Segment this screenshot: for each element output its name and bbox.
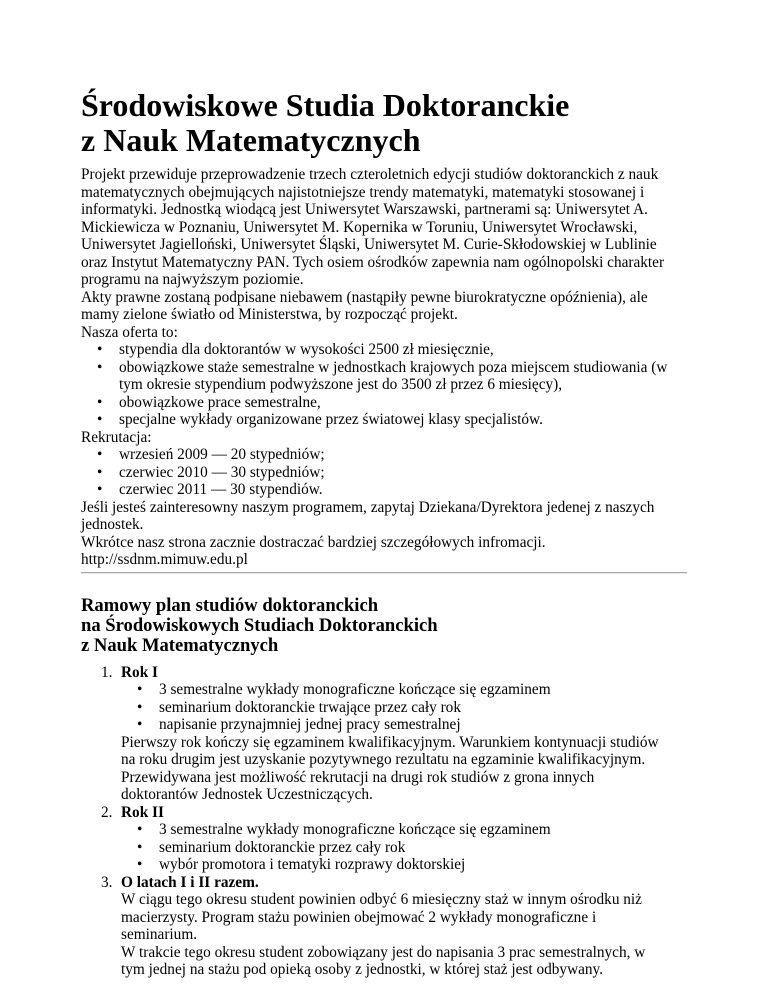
plan-heading [81,596,681,656]
recruitment-list [81,446,681,499]
text-line: tym okresie stypendium podwyższone jest do 3500 zł przez 6 miesięcy), [119,376,563,393]
recruitment-item: • czerwiec 2010 — 30 stypedniów; [81,464,681,482]
plan-bullet: • 3 semestralne wykłady monograficzne kończące się egzaminem [121,821,681,839]
plan-item-years-combined [81,874,681,979]
text-line: informatyki. Jednostką wiodącą jest Uniwersytet Warszawski, partnerami są: Uniwersytet A. [81,201,648,218]
item-number: 3. [101,873,113,891]
text-line: tym jednej na stażu pod opieką osoby z jednostki, w której staż jest odbywany. [121,961,604,978]
item-number: 1. [101,663,113,681]
offer-list [81,341,681,429]
closing-paragraph [81,499,681,569]
offer-label: Nasza oferta to: [81,323,178,341]
horizontal-divider [81,572,687,574]
item-title: Rok I [121,663,158,681]
text-line: programu na najwyższym poziomie. [81,271,304,288]
year-1-text [121,734,681,804]
plan-bullet: • seminarium doktoranckie przez cały rok [121,839,681,857]
page-title [81,88,681,158]
heading-line: z Nauk Matematycznych [81,634,279,656]
text-line: Jeśli jesteś zainteresowny naszym programem, zapytaj Dziekana/Dyrektora jedenej z naszych [81,498,655,516]
text-line: W trakcie tego okresu student zobowiązany jest do napisania 3 prac semestralnych, w [121,943,646,961]
text-line: obowiązkowe prace semestralne, [119,393,321,411]
intro-paragraph [81,166,681,341]
website-url: http://ssdnm.mimuw.edu.pl [81,551,248,568]
plan-bullet: • napisanie przynajmniej jednej pracy semestralnej [121,716,681,734]
text-line: macierzysty. Program stażu powinien obejmować 2 wykłady monograficzne i [121,908,597,926]
item-title: O latach I i II razem. [121,873,259,891]
plan-item-year-2 [81,804,681,874]
plan-list [81,664,681,979]
text-line: Przewidywana jest możliwość rekrutacji na drugi rok studiów z grona innych [121,768,595,786]
text-line: mamy zielone światło od Ministerstwa, by rozpocząć projekt. [81,306,458,323]
item-title: Rok II [121,803,164,821]
title-line: z Nauk Matematycznych [81,122,421,158]
offer-item [81,359,681,394]
offer-item [81,341,681,359]
text-line: Wkrótce nasz strona zacznie dostraczać bardziej szczegółowych infromacji. [81,533,546,551]
text-line: Pierwszy rok kończy się egzaminem kwalifikacyjnym. Warunkiem kontynuacji studiów [121,733,659,751]
text-line: matematycznych obejmujących najistotniejsze trendy matematyki, matematyki stosowanej i [81,183,645,201]
text-line: oraz Instytut Matematyczny PAN. Tych osiem ośrodków zapewnia nam ogólnopolski charakter [81,253,665,271]
text-line: W ciągu tego okresu student powinien odbyć 6 miesięczny staż w innym ośrodku niż [121,891,642,908]
heading-line: na Środowiskowych Studiach Doktoranckich [81,614,438,636]
plan-bullet: • wybór promotora i tematyki rozprawy doktorskiej [121,856,681,874]
text-line: specjalne wykłady organizowane przez światowej klasy specjalistów. [119,411,543,428]
text-line: Akty prawne zostaną podpisane niebawem (nastąpiły pewne biurokratyczne opóźnienia), ale [81,288,648,306]
text-line: seminarium. [121,926,198,943]
heading-line: Ramowy plan studiów doktoranckich [81,594,379,616]
plan-bullet: • seminarium doktoranckie trwające przez cały rok [121,699,681,717]
item-number: 2. [101,803,113,821]
text-line: obowiązkowe staże semestralne w jednostkach krajowych poza miejscem studiowania (w [119,358,668,376]
text-line: stypendia dla doktorantów w wysokości 2500 zł miesięcznie, [119,341,494,358]
combined-years-text [121,891,681,979]
text-line: Uniwersytet Jagielloński, Uniwersytet Śląski, Uniwersytet M. Curie-Skłodowskiej w Lublinie [81,236,657,253]
recruitment-label: Rekrutacja: [81,428,152,446]
year-1-bullets [121,681,681,734]
recruitment-item: • czerwiec 2011 — 30 stypendiów. [81,481,681,499]
plan-bullet: • 3 semestralne wykłady monograficzne kończące się egzaminem [121,681,681,699]
plan-section [81,596,681,979]
recruitment-item: • wrzesień 2009 — 20 stypedniów; [81,446,681,464]
title-line: Środowiskowe Studia Doktoranckie [81,87,570,123]
text-line: jednostek. [81,516,144,533]
text-line: na roku drugim jest uzyskanie pozytywnego rezultatu na egzaminie kwalifikacyjnym. [121,751,646,768]
offer-item [81,394,681,412]
offer-item [81,411,681,429]
year-2-bullets [121,821,681,874]
text-line: Mickiewicza w Poznaniu, Uniwersytet M. Kopernika w Toruniu, Uniwersytet Wrocławski, [81,218,638,236]
text-line: Projekt przewiduje przeprowadzenie trzech czteroletnich edycji studiów doktoranckich z nauk [81,166,659,183]
text-line: doktorantów Jednostek Uczestniczących. [121,786,373,803]
plan-item-year-1 [81,664,681,804]
